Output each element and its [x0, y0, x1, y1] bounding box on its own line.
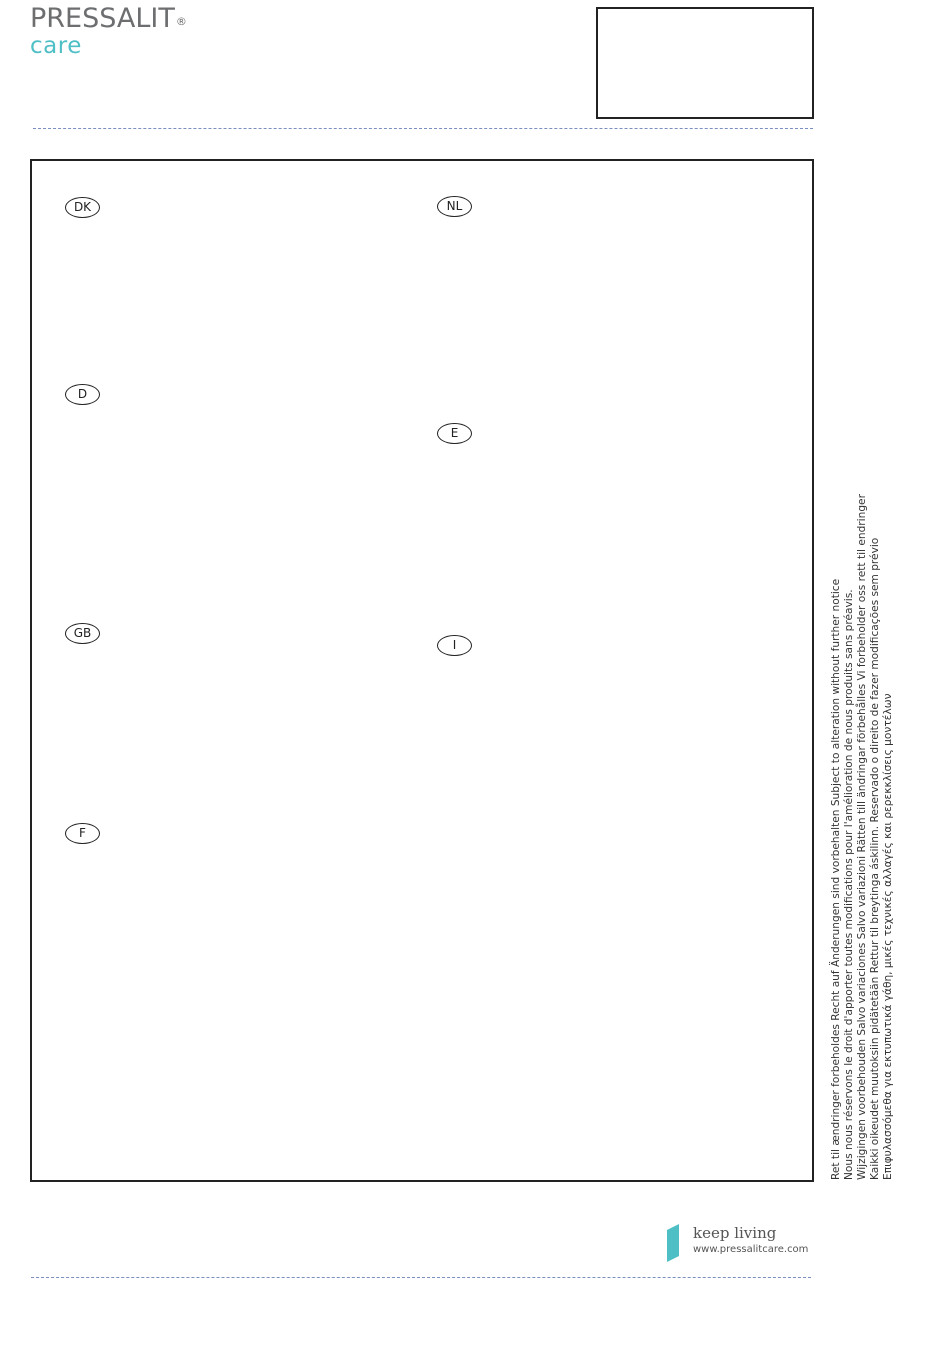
- disclaimer-text: [830, 420, 895, 1180]
- disclaimer-line: Ret til ændringer forbeholdes Recht auf Änderungen sind vorbehalten Subject to alteration without further notice: [830, 578, 842, 1180]
- disclaimer-line: Kaikki oikeudet muutoksiin pidätetään Rettur til breytinga áskilinn. Reservado o direito de fazer modificações sem prévio: [869, 537, 881, 1180]
- footer-slogan: keep living: [693, 1224, 777, 1242]
- logo-subtitle: care: [30, 33, 82, 59]
- top-cut-line: [33, 128, 813, 129]
- language-badge-e: E: [437, 423, 472, 444]
- language-badge-gb: GB: [65, 623, 100, 644]
- language-badge-nl: NL: [437, 196, 472, 217]
- label-placeholder-box: [596, 7, 814, 119]
- footer-brand: [665, 1224, 815, 1264]
- keep-living-mark-icon: [665, 1224, 681, 1262]
- footer-url: www.pressalitcare.com: [693, 1244, 809, 1255]
- language-badge-i: I: [437, 635, 472, 656]
- language-badge-dk: DK: [65, 197, 100, 218]
- disclaimer-line: Επιφυλασσόμεθα για εκτυπωτικά γάθη, μικές τεχνικές αλλαγές και ρερεκκλίσεις μοντέλων: [882, 693, 894, 1180]
- language-badge-d: D: [65, 384, 100, 405]
- content-frame: [30, 159, 814, 1182]
- pressalit-care-logo: [30, 4, 187, 57]
- logo-wordmark: PRESSALIT®: [30, 3, 187, 34]
- disclaimer-line: Nous nous réservons le droit d'apporter toutes modifications pour l'amélioration de nous produits sans préavis.: [843, 589, 855, 1180]
- disclaimer-line: Wijzigingen voorbehouden Salvo variaciones Salvo variazioni Rätten till ändringar förbehålles Vi forbeholder oss rett til endringer: [856, 494, 868, 1180]
- language-badge-f: F: [65, 823, 100, 844]
- bottom-cut-line: [31, 1277, 811, 1278]
